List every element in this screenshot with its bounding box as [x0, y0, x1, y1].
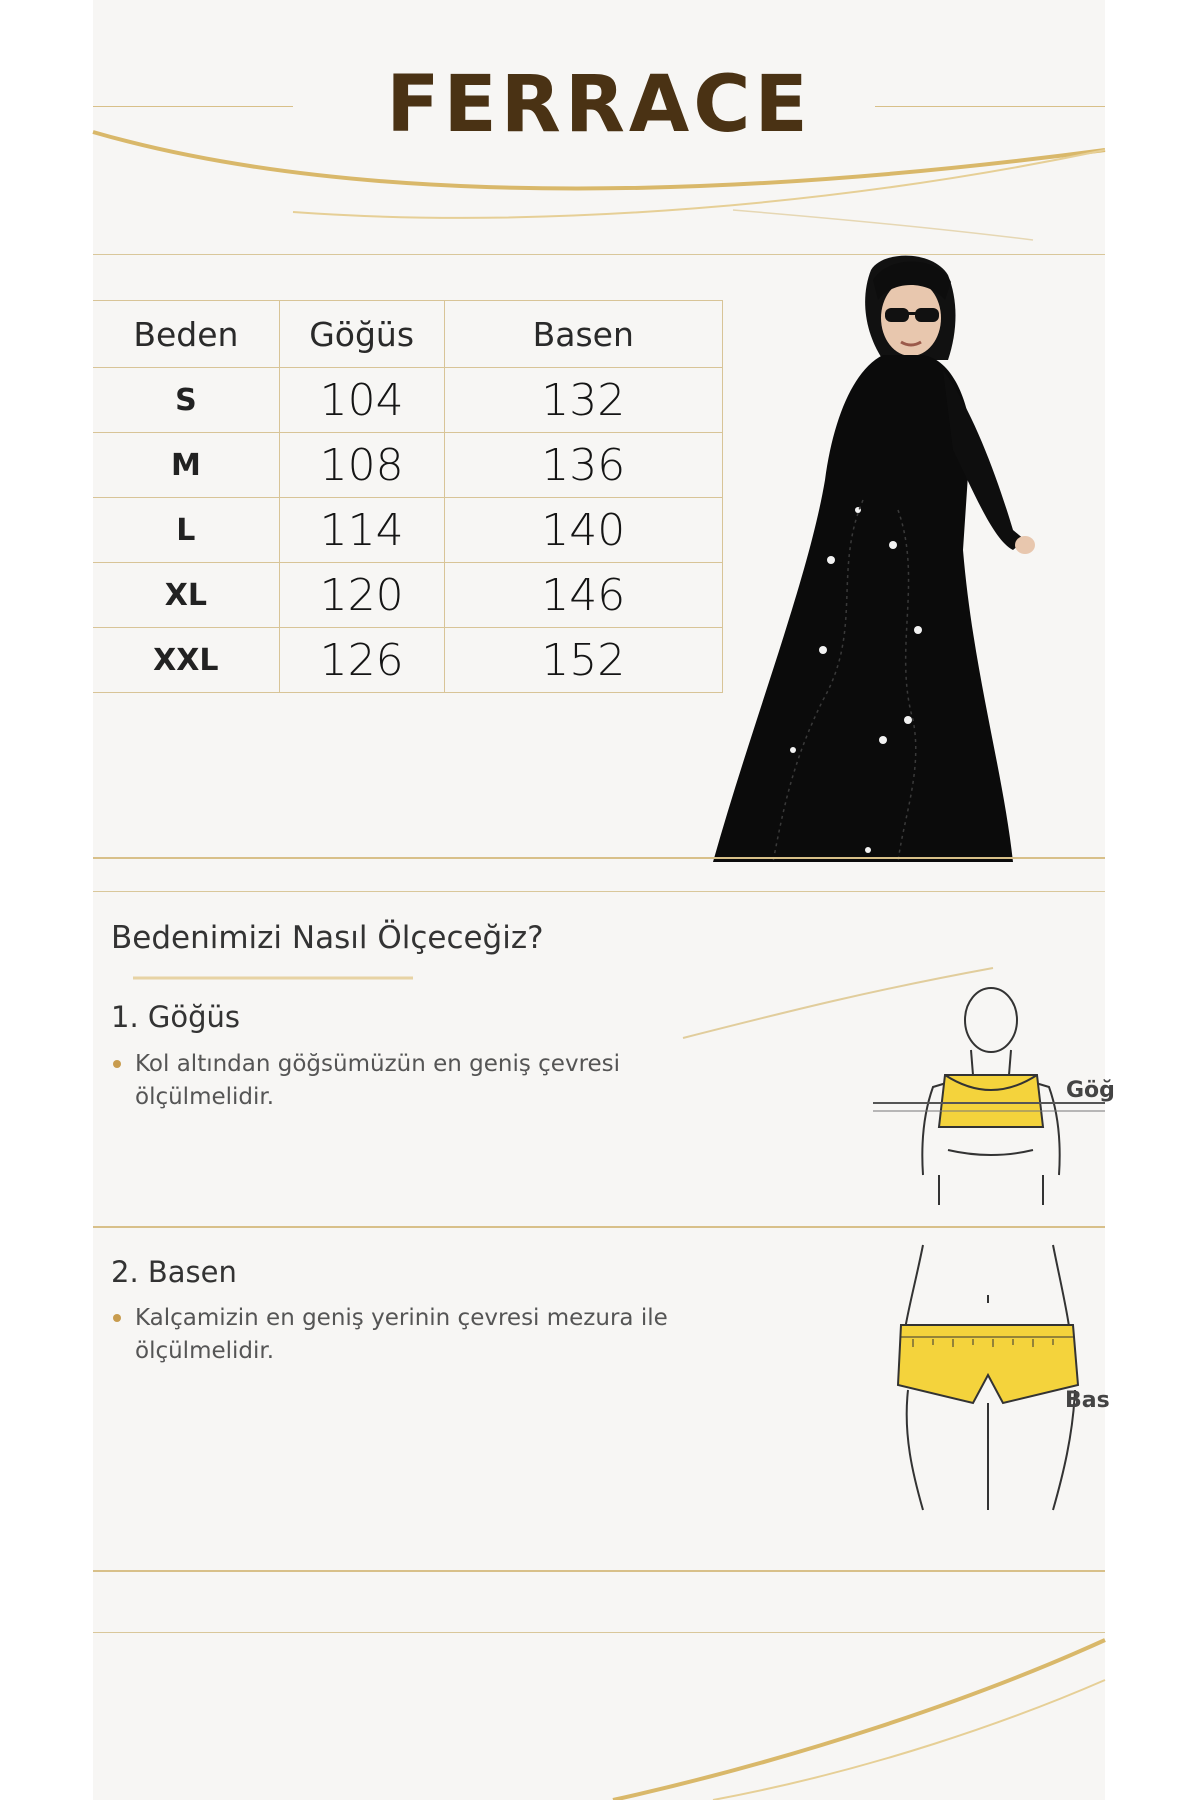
brand-title: FERRACE [386, 60, 812, 150]
hip-measure-figure [893, 1235, 1110, 1510]
gogus-cell: 114 [279, 498, 444, 563]
header-gogus: Göğüs [279, 301, 444, 368]
step-basen-text-line1: Kalçamizin en geniş yerinin çevresi mezura ile [135, 1305, 668, 1331]
table-row [93, 498, 723, 563]
gogus-cell: 126 [279, 628, 444, 693]
table-row [93, 433, 723, 498]
step-gogus-text-line2: ölçülmelidir. [135, 1084, 275, 1110]
table-row [93, 563, 723, 628]
step-gogus-bullet [111, 1048, 751, 1114]
gold-swoosh-bottom [93, 1620, 1105, 1800]
gold-swoosh-top [93, 120, 1105, 240]
header-beden: Beden [93, 301, 279, 368]
size-table [93, 300, 723, 693]
size-cell: L [93, 498, 279, 563]
footer-divider [93, 1570, 1105, 1572]
gogus-cell: 108 [279, 433, 444, 498]
basen-cell: 146 [444, 563, 722, 628]
guide-title: Bedenimizi Nasıl Ölçeceğiz? [111, 920, 544, 956]
step-gogus-title: 1. Göğüs [111, 1000, 240, 1034]
step-divider [93, 1226, 1105, 1228]
basen-cell: 152 [444, 628, 722, 693]
chest-measure-figure [873, 975, 1115, 1205]
table-row [93, 628, 723, 693]
basen-cell: 140 [444, 498, 722, 563]
table-header-row [93, 301, 723, 368]
size-chart-page [93, 0, 1115, 1800]
section-divider [93, 857, 1105, 859]
bullet-dot [113, 1060, 121, 1068]
step-basen-text-line2: ölçülmelidir. [135, 1338, 275, 1364]
size-cell: XXL [93, 628, 279, 693]
gogus-cell: 120 [279, 563, 444, 628]
size-cell: S [93, 368, 279, 433]
hip-figure-label: Bas [1065, 1388, 1110, 1413]
bullet-dot [113, 1314, 121, 1322]
gogus-cell: 104 [279, 368, 444, 433]
step-basen-title: 2. Basen [111, 1255, 237, 1289]
model-photo [713, 250, 1053, 862]
table-row [93, 368, 723, 433]
section-divider-thin [93, 891, 1105, 892]
basen-cell: 132 [444, 368, 722, 433]
header-basen: Basen [444, 301, 722, 368]
size-cell: M [93, 433, 279, 498]
step-gogus-text-line1: Kol altından göğsümüzün en geniş çevresi [135, 1051, 621, 1077]
chest-figure-label: Göğ [1066, 1078, 1115, 1103]
size-cell: XL [93, 563, 279, 628]
basen-cell: 136 [444, 433, 722, 498]
step-basen-bullet [111, 1302, 811, 1368]
